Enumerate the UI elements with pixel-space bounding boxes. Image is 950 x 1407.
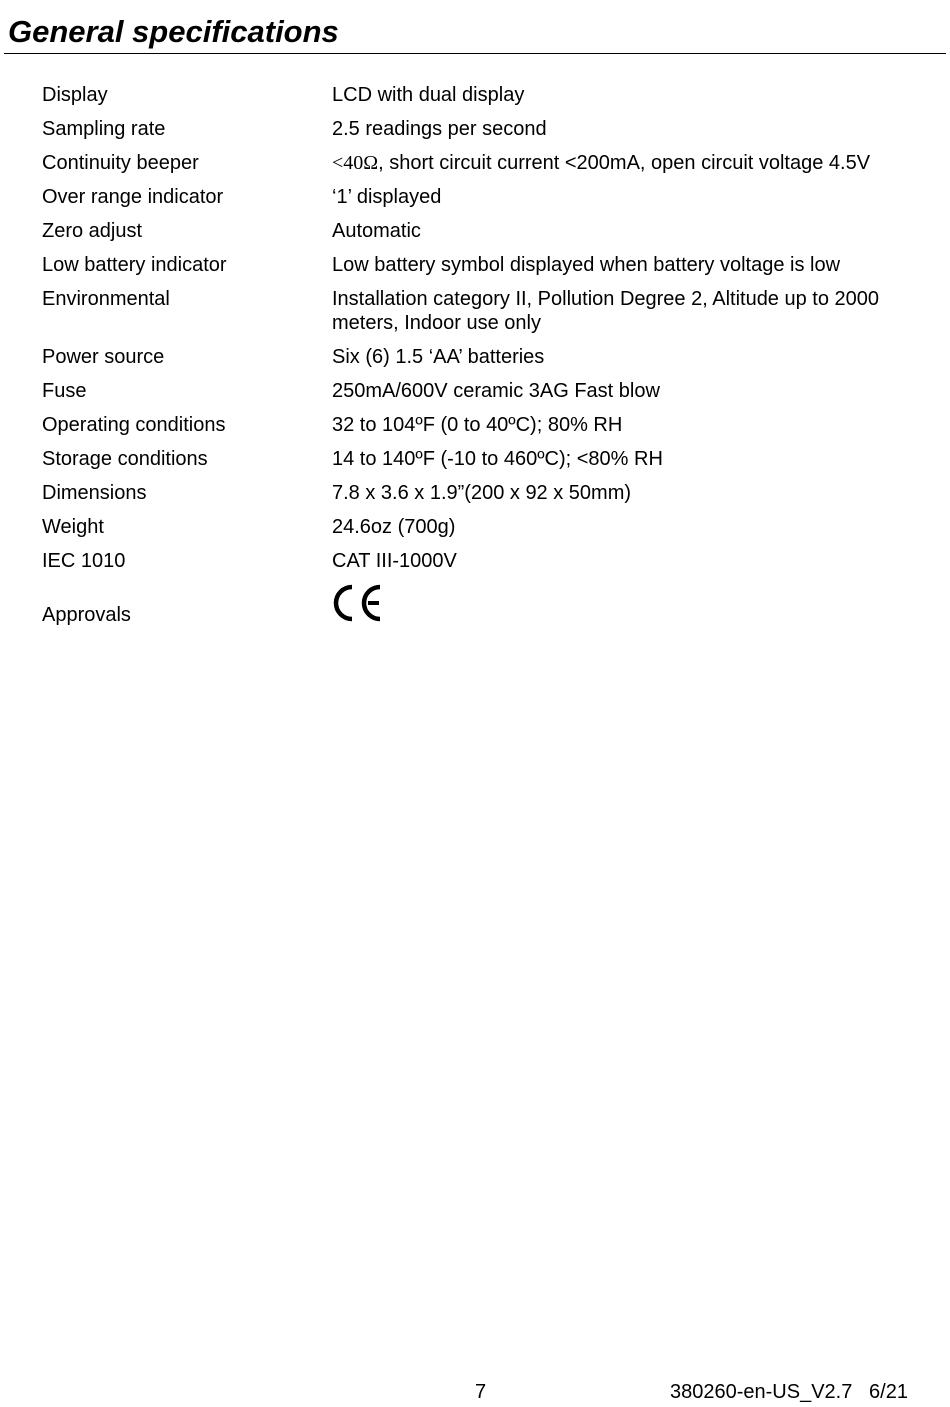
spec-value-rest: , short circuit current <200mA, open circuit voltage 4.5V xyxy=(378,152,871,174)
spec-row-iec-1010 xyxy=(42,549,922,573)
spec-value: 2.5 readings per second xyxy=(332,118,547,140)
spec-value: 14 to 140ºF (-10 to 460ºC); <80% RH xyxy=(332,448,663,470)
spec-value: LCD with dual display xyxy=(332,84,525,106)
spec-label: Low battery indicator xyxy=(42,254,227,276)
spec-row-operating-conditions xyxy=(42,413,922,437)
spec-value: Six (6) 1.5 ‘AA’ batteries xyxy=(332,346,545,368)
spec-value xyxy=(332,583,922,629)
spec-row-environmental xyxy=(42,287,922,335)
spec-row-low-battery-indicator xyxy=(42,253,922,277)
spec-row-power-source xyxy=(42,345,922,369)
spec-value: Low battery symbol displayed when battery voltage is low xyxy=(332,254,841,276)
resistance-threshold: <40Ω xyxy=(332,152,379,174)
spec-value: Automatic xyxy=(332,220,421,242)
spec-value: ‘1’ displayed xyxy=(332,186,442,208)
spec-value: CAT III-1000V xyxy=(332,550,457,572)
spec-value: Installation category II, Pollution Degree 2, Altitude up to 2000 meters, Indoor use only xyxy=(332,288,880,334)
spec-label: Operating conditions xyxy=(42,414,226,436)
spec-label: Fuse xyxy=(42,380,87,402)
spec-table xyxy=(42,83,922,629)
spec-label: Environmental xyxy=(42,288,170,310)
page-number: 7 xyxy=(475,1381,487,1403)
spec-label: Power source xyxy=(42,346,165,368)
spec-value: 7.8 x 3.6 x 1.9”(200 x 92 x 50mm) xyxy=(332,482,632,504)
spec-label: Dimensions xyxy=(42,482,147,504)
spec-value xyxy=(332,151,922,175)
page-title: General specifications xyxy=(8,14,339,49)
spec-row-storage-conditions xyxy=(42,447,922,471)
spec-label: IEC 1010 xyxy=(42,550,126,572)
title-divider xyxy=(4,53,946,54)
document-id: 380260-en-US_V2.7 6/21 xyxy=(670,1381,908,1403)
spec-value: 24.6oz (700g) xyxy=(332,516,456,538)
spec-row-approvals xyxy=(42,583,922,629)
spec-row-continuity-beeper xyxy=(42,151,922,175)
spec-row-zero-adjust xyxy=(42,219,922,243)
spec-label: Weight xyxy=(42,516,104,538)
ce-mark-icon xyxy=(332,583,384,623)
spec-row-weight xyxy=(42,515,922,539)
spec-label: Approvals xyxy=(42,604,131,626)
spec-label: Display xyxy=(42,84,108,106)
spec-label: Continuity beeper xyxy=(42,152,199,174)
spec-row-dimensions xyxy=(42,481,922,505)
spec-row-sampling-rate xyxy=(42,117,922,141)
spec-value: 32 to 104ºF (0 to 40ºC); 80% RH xyxy=(332,414,623,436)
spec-label: Zero adjust xyxy=(42,220,143,242)
spec-label: Storage conditions xyxy=(42,448,208,470)
spec-value: 250mA/600V ceramic 3AG Fast blow xyxy=(332,380,660,402)
spec-row-fuse xyxy=(42,379,922,403)
spec-label: Over range indicator xyxy=(42,186,224,208)
spec-label: Sampling rate xyxy=(42,118,166,140)
spec-row-over-range-indicator xyxy=(42,185,922,209)
spec-row-display xyxy=(42,83,922,107)
